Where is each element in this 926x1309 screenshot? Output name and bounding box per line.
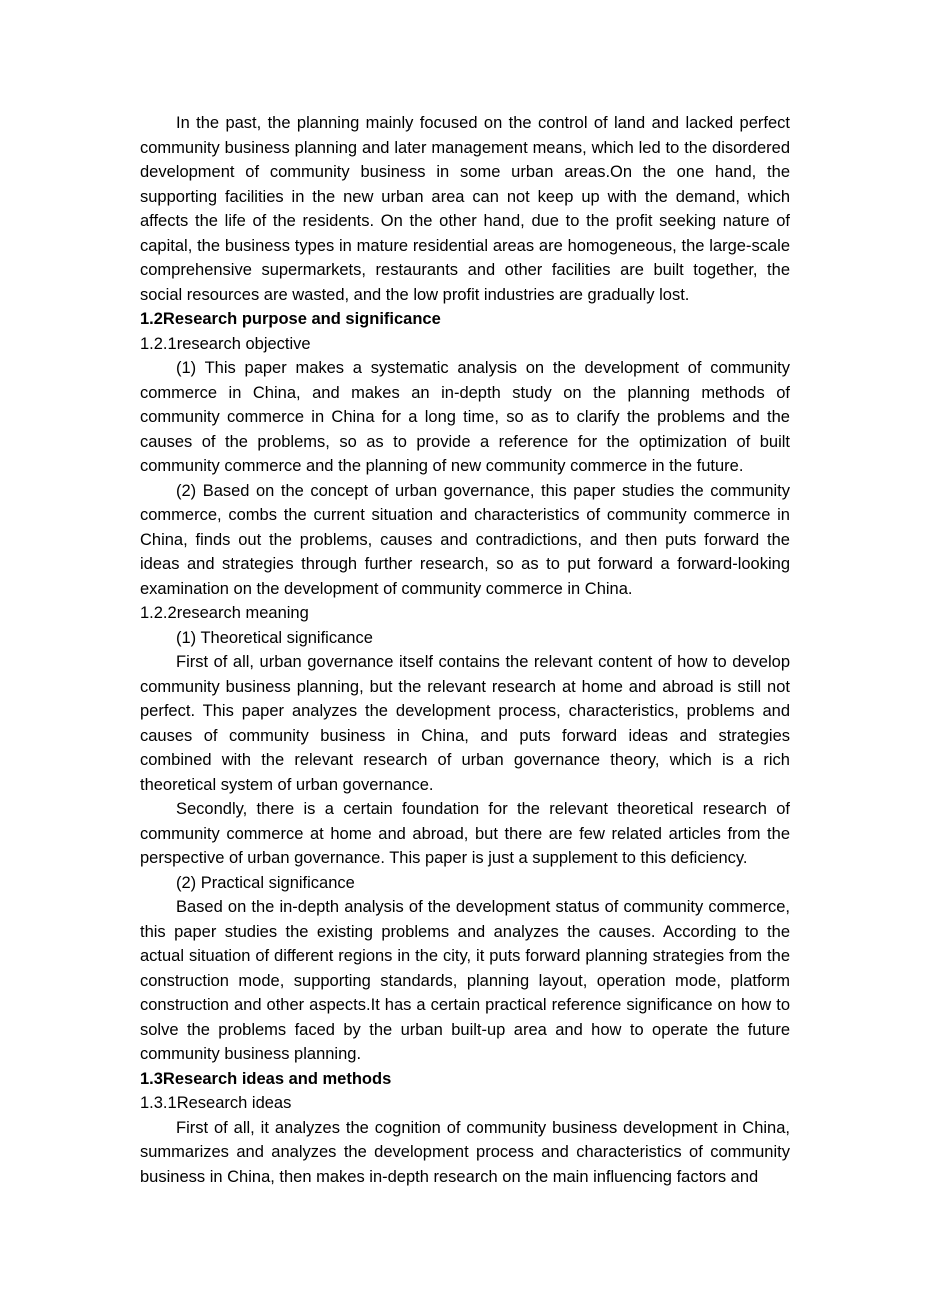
subsection-heading-1-3-1: 1.3.1Research ideas — [140, 1094, 292, 1112]
subsection-heading-1-2-2: 1.2.2research meaning — [140, 604, 309, 622]
paragraph-intro: In the past, the planning mainly focused on the control of land and lacked perfect community business planning and later management means, which led to the disordered development of community business in some urban areas.On the one hand, the supporting facilities in the new urban area can not keep up with the demand, which affects the life of the residents. On the other hand, due to the profit seeking nature of capital, the business types in mature residential areas are homogeneous, the large-scale comprehensive supermarkets, restaurants and other facilities are built together, the social resources are wasted, and the low profit industries are gradually lost. — [140, 114, 790, 304]
subsection-heading-1-2-1: 1.2.1research objective — [140, 334, 311, 353]
document-content — [140, 111, 790, 1189]
paragraph-objective-2: (2) Based on the concept of urban governance, this paper studies the community commerce, combs the current situation and characteristics of community commerce in China, finds out the problems, causes and contradictions, and then puts forward the ideas and strategies through further research, so as to put forward a forward-looking examination on the development of community commerce in China. — [140, 481, 790, 598]
section-heading-1-2: 1.2Research purpose and significance — [140, 310, 441, 328]
item-theoretical-significance: (1) Theoretical significance — [176, 628, 373, 647]
paragraph-objective-1: (1) This paper makes a systematic analysis on the development of community commerce in China, and makes an in-depth study on the planning methods of community commerce in China for a long time, so as to clarify the problems and the causes of the problems, so as to provide a reference for the optimization of built community commerce and the planning of new community commerce in the future. — [140, 359, 790, 475]
item-practical-significance: (2) Practical significance — [176, 873, 355, 892]
paragraph-theoretical-1: First of all, urban governance itself contains the relevant content of how to develop community business planning, but the relevant research at home and abroad is still not perfect. This paper analyzes the development process, characteristics, problems and causes of community business in China, and puts forward ideas and strategies combined with the relevant research of urban governance theory, which is a rich theoretical system of urban governance. — [140, 653, 790, 794]
paragraph-practical: Based on the in-depth analysis of the development status of community commerce, this paper studies the existing problems and analyzes the causes. According to the actual situation of different regions in the city, it puts forward planning strategies from the construction mode, supporting standards, planning layout, operation mode, platform construction and other aspects.It has a certain practical reference significance on how to solve the problems faced by the urban built-up area and how to operate the future community business planning. — [140, 898, 790, 1063]
section-heading-1-3: 1.3Research ideas and methods — [140, 1069, 392, 1088]
paragraph-theoretical-2: Secondly, there is a certain foundation for the relevant theoretical research of community commerce at home and abroad, but there are few related articles from the perspective of urban governance. This paper is just a supplement to this deficiency. — [140, 800, 790, 867]
paragraph-research-ideas: First of all, it analyzes the cognition of community business development in China, summarizes and analyzes the development process and characteristics of community business in China, then makes in-depth research on the main influencing factors and — [140, 1118, 790, 1186]
